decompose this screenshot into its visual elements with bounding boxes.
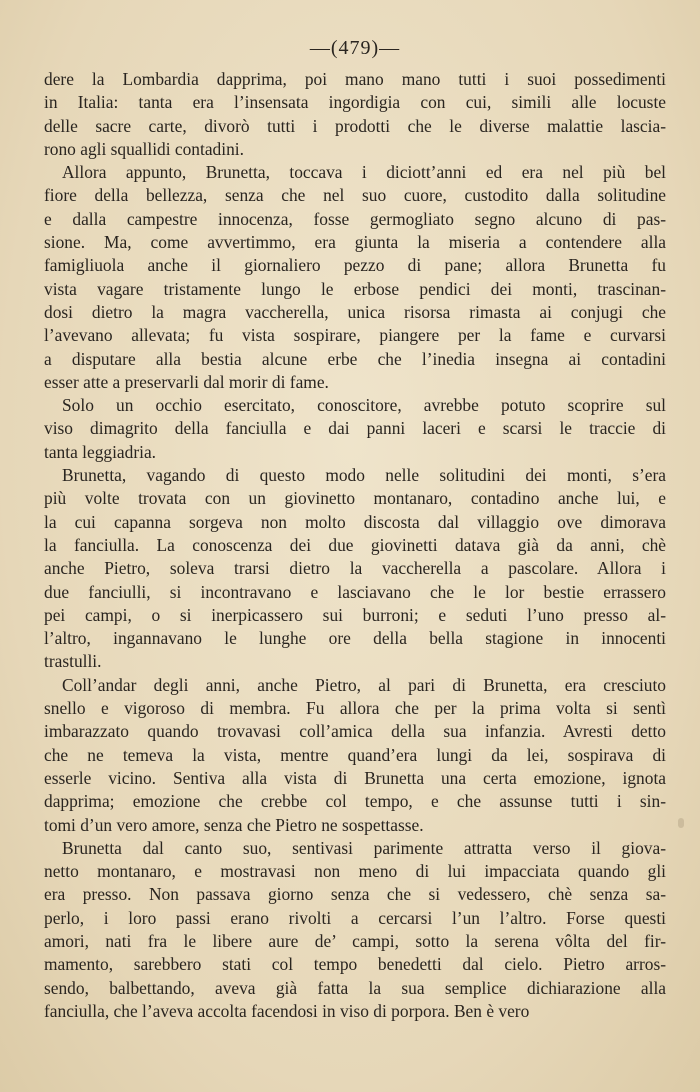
text-line: rono agli squallidi contadini. — [44, 138, 244, 159]
text-line: la cui capanna sorgeva non molto discosta dal villaggio ove dimorava — [44, 511, 666, 532]
text-line: tanta leggiadria. — [44, 441, 157, 462]
paragraph — [44, 161, 666, 394]
text-line: Brunetta dal canto suo, sentivasi parimente attratta verso il giova- — [62, 837, 666, 858]
text-line: l’avevano allevata; fu vista sospirare, piangere per la fame e curvarsi — [44, 325, 666, 346]
text-line: Allora appunto, Brunetta, toccava i diciott’anni ed era nel più bel — [62, 162, 666, 183]
text-line: vista vagare tristamente lungo le erbose pendici dei monti, trascinan- — [44, 278, 666, 299]
text-line: fiore della bellezza, senza che nel suo cuore, custodito dalla solitudine — [44, 185, 666, 206]
text-line: snello e vigoroso di membra. Fu allora che per la prima volta si sentì — [44, 698, 666, 719]
text-line: tomi d’un vero amore, senza che Pietro ne sospettasse. — [44, 814, 424, 835]
text-line: dere la Lombardia dapprima, poi mano mano tutti i suoi possedimenti — [44, 69, 666, 89]
text-line: trastulli. — [44, 651, 102, 672]
text-line: era presso. Non passava giorno senza che si vedessero, chè senza sa- — [44, 884, 666, 905]
text-line: amori, nati fra le libere aure de’ campi, sotto la serena vôlta del fir- — [44, 930, 666, 951]
text-line: esser atte a preservarli dal morir di fame. — [44, 371, 329, 392]
text-line: dapprima; emozione che crebbe col tempo, e che assunse tutti i sin- — [44, 791, 666, 812]
text-line: fanciulla, che l’aveva accolta facendosi in viso di porpora. Ben è vero — [44, 1000, 530, 1021]
book-page — [44, 34, 666, 1023]
text-line: delle sacre carte, divorò tutti i prodotti che le diverse malattie lascia- — [44, 115, 666, 136]
text-line: pei campi, o si inerpicassero sui burroni; e seduti l’uno presso al- — [44, 604, 666, 625]
text-line: in Italia: tanta era l’insensata ingordigia con cui, simili alle locuste — [44, 92, 666, 113]
paragraph — [44, 674, 666, 837]
paragraph — [44, 837, 666, 1023]
paragraph — [44, 464, 666, 674]
text-line: viso dimagrito della fanciulla e dai panni laceri e scarsi le traccie di — [44, 418, 666, 439]
text-line: sione. Ma, come avvertimmo, era giunta la miseria a contendere alla — [44, 232, 666, 253]
paragraph — [44, 394, 666, 464]
text-line: Brunetta, vagando di questo modo nelle solitudini dei monti, s’era — [62, 465, 666, 486]
text-line: anche Pietro, soleva trarsi dietro la vaccherella a pascolare. Allora i — [44, 558, 666, 579]
paragraph — [44, 68, 666, 161]
text-line: netto montanaro, e mostravasi non meno di lui impacciata quando gli — [44, 861, 666, 882]
text-line: più volte trovata con un giovinetto montanaro, contadino anche lui, e — [44, 488, 666, 509]
paper-blemish — [678, 818, 684, 828]
text-line: esserle vicino. Sentiva alla vista di Brunetta una certa emozione, ignota — [44, 767, 666, 788]
text-line: due fanciulli, si incontravano e lasciavano che le lor bestie errassero — [44, 581, 666, 602]
text-line: che ne temeva la vista, mentre quand’era lungi da lei, sospirava di — [44, 744, 666, 765]
text-line: Coll’andar degli anni, anche Pietro, al pari di Brunetta, era cresciuto — [62, 674, 666, 695]
text-line: l’altro, ingannavano le lunghe ore della bella stagione in innocenti — [44, 628, 666, 649]
text-line: perlo, i loro passi erano rivolti a cercarsi l’un l’altro. Forse questi — [44, 907, 666, 928]
page-number: —(479)— — [309, 37, 401, 59]
body-text — [44, 68, 666, 1023]
text-line: mamento, sarebbero stati col tempo benedetti dal cielo. Pietro arros- — [44, 954, 666, 975]
text-line: Solo un occhio esercitato, conoscitore, avrebbe potuto scoprire sul — [62, 395, 666, 416]
text-line: famigliuola anche il giornaliero pezzo di pane; allora Brunetta fu — [44, 255, 666, 276]
text-line: imbarazzato quando trovavasi coll’amica della sua infanzia. Avresti detto — [44, 721, 666, 742]
text-line: e dalla campestre innocenza, fosse germogliato segno alcuno di pas- — [44, 208, 666, 229]
text-line: sendo, balbettando, aveva già fatta la sua semplice dichiarazione alla — [44, 977, 666, 998]
text-line: dosi dietro la magra vaccherella, unica risorsa rimasta ai conjugi che — [44, 301, 666, 322]
text-line: a disputare alla bestia alcune erbe che l’inedia insegna ai contadini — [44, 348, 666, 369]
text-line: la fanciulla. La conoscenza dei due giovinetti datava già da anni, chè — [44, 534, 666, 555]
